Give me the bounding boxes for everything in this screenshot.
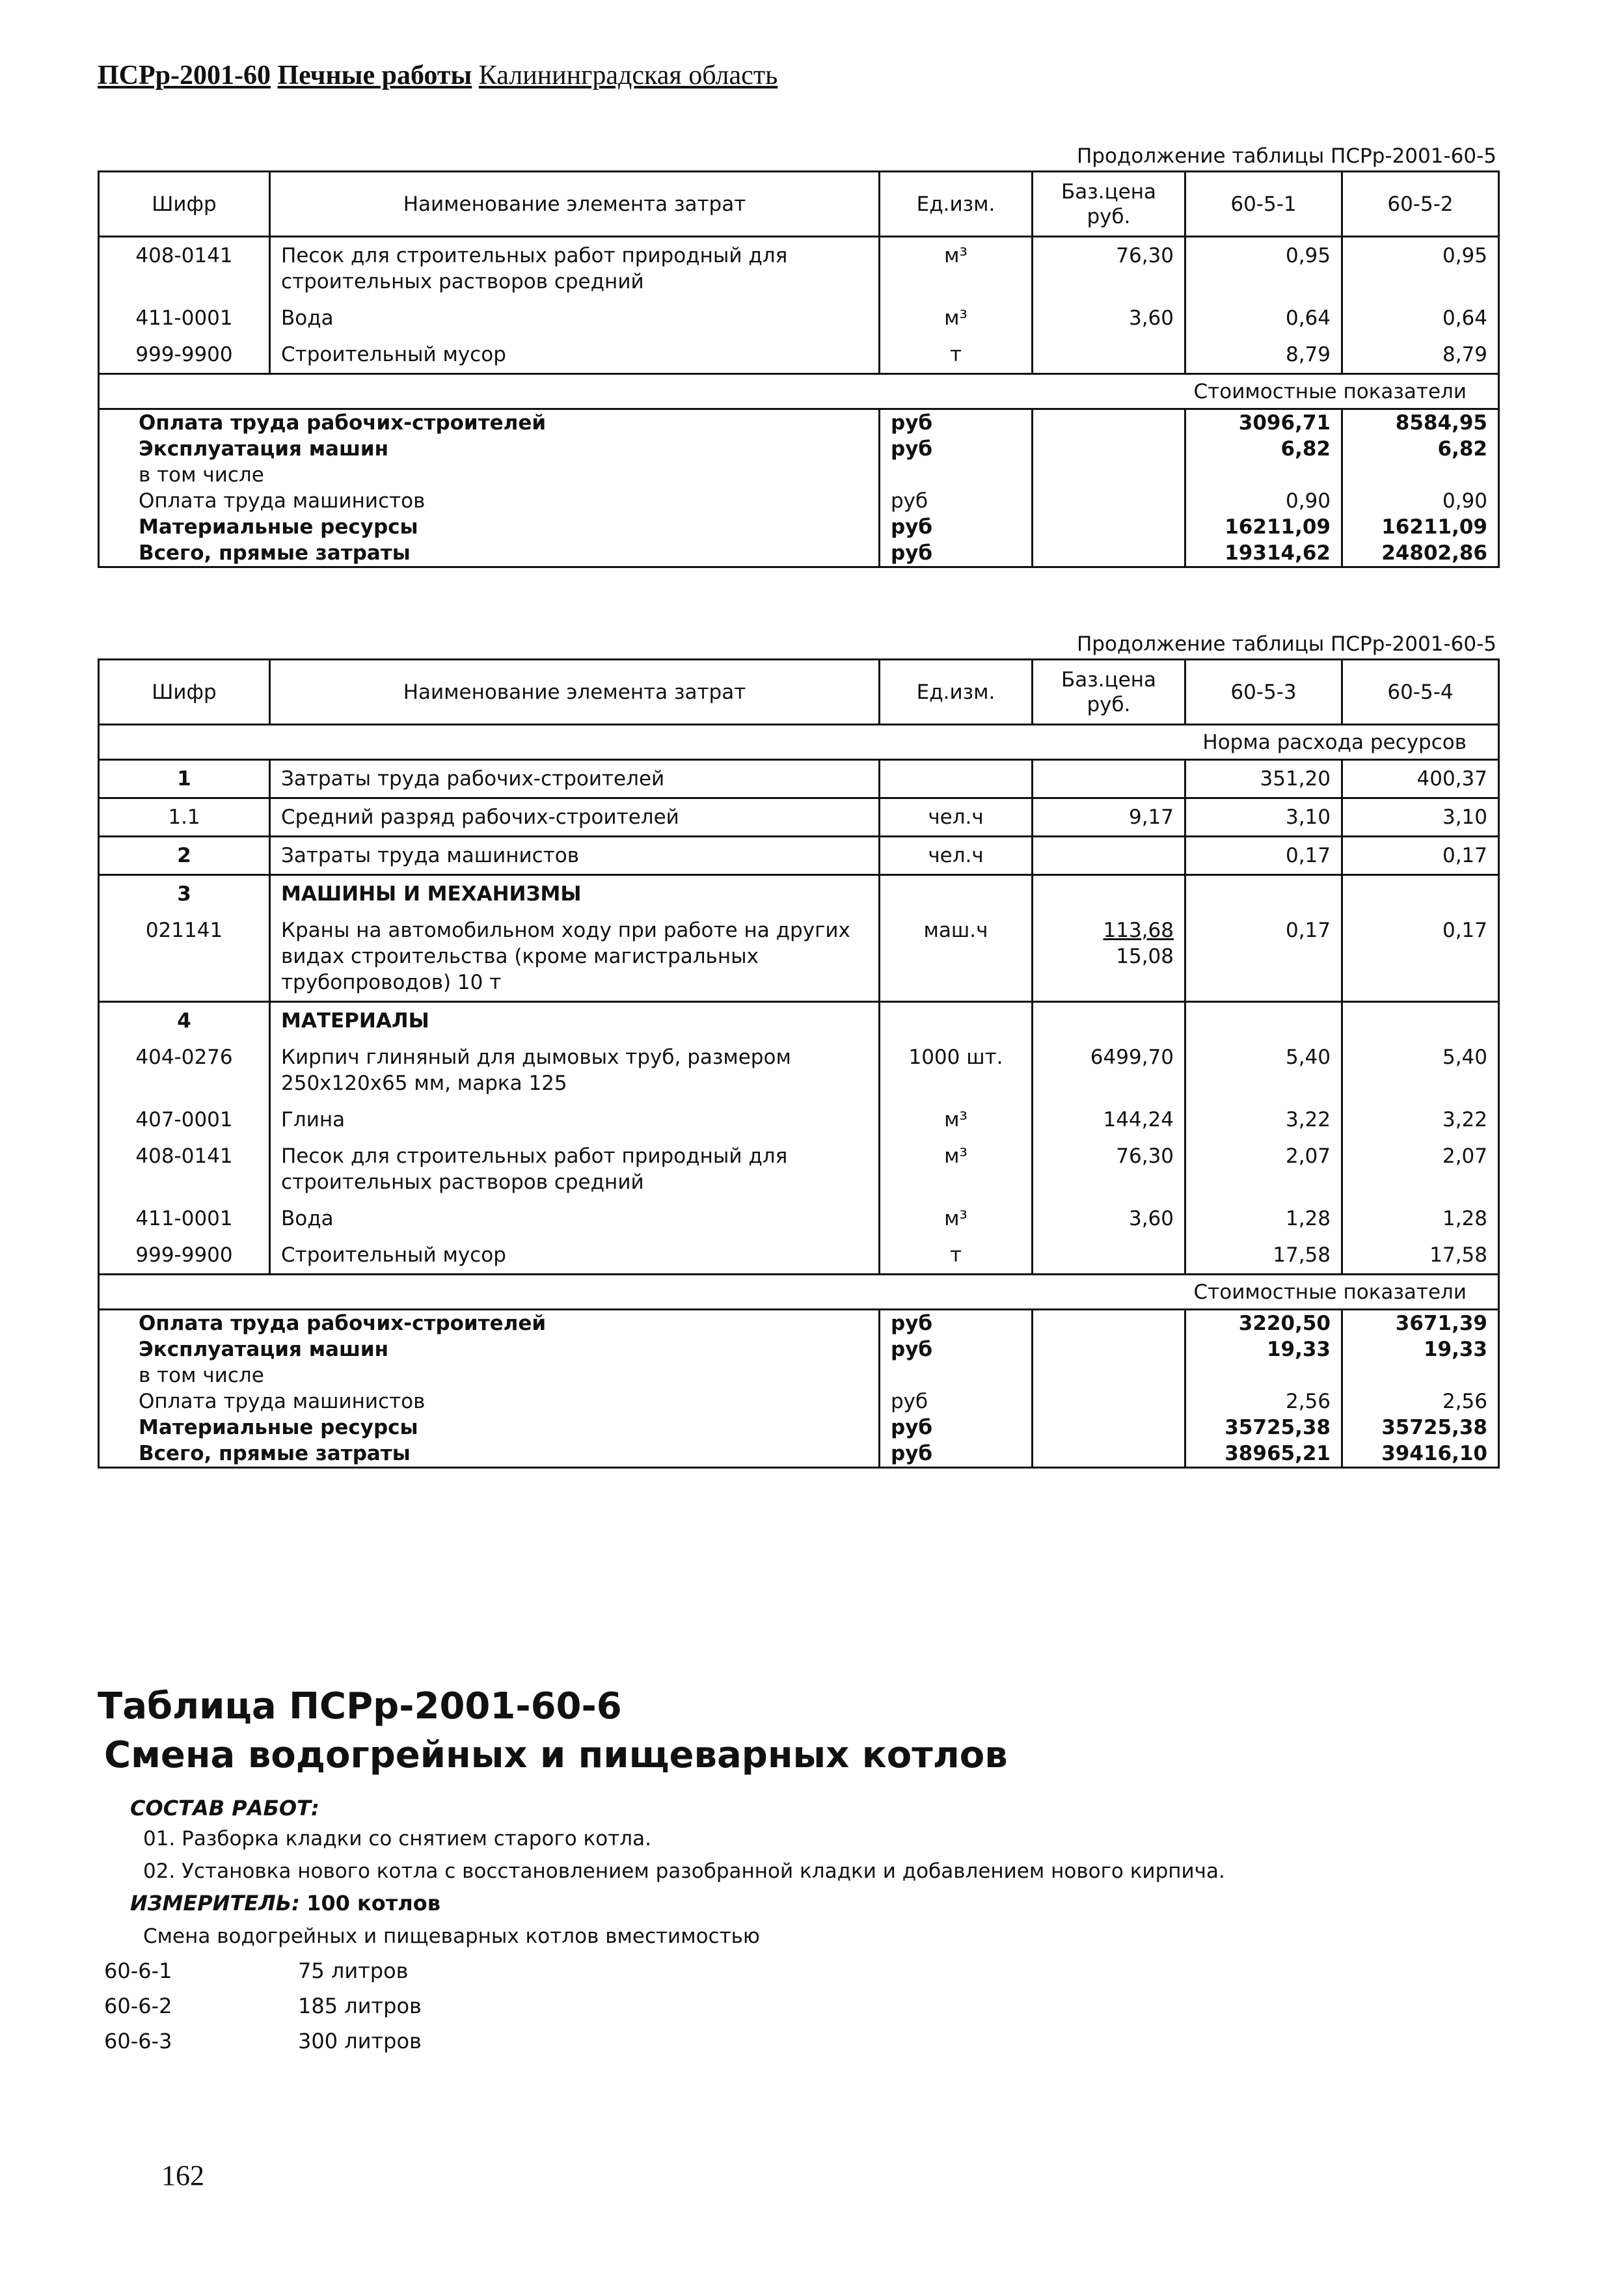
cell-code: 404-0276 — [99, 1039, 270, 1102]
cost-value-2: 24802,86 — [1342, 540, 1499, 567]
cell-value-2 — [1342, 1002, 1499, 1040]
cell-name: Вода — [270, 300, 880, 336]
cell-value-2: 0,17 — [1342, 912, 1499, 1002]
table-row — [99, 1200, 1499, 1237]
cost-label: Оплата труда рабочих-строителей — [99, 1310, 880, 1337]
cell-unit: т — [880, 1237, 1033, 1275]
cost-unit: руб — [880, 1388, 1033, 1415]
cost-value-1: 19,33 — [1185, 1336, 1342, 1362]
cost-value-1: 6,82 — [1185, 436, 1342, 462]
table2-continuation-note: Продолжение таблицы ПСРр-2001-60-5 — [1076, 632, 1496, 656]
cost-empty — [1033, 1388, 1185, 1415]
column-header: Ед.изм. — [880, 172, 1033, 237]
column-header: Наименование элемента затрат — [270, 660, 880, 725]
table-row — [99, 1237, 1499, 1275]
column-header: Шифр — [99, 172, 270, 237]
item-desc: 75 литров — [298, 1958, 409, 1983]
cost-value-2: 8584,95 — [1342, 409, 1499, 437]
header-region: Калининградская область — [478, 61, 778, 90]
column-header: 60-5-3 — [1185, 660, 1342, 725]
cell-value-1: 8,79 — [1185, 336, 1342, 374]
cost-label: в том числе — [99, 1362, 880, 1388]
cell-value-2: 2,07 — [1342, 1138, 1499, 1200]
item-code: 60-6-3 — [104, 2029, 172, 2053]
cost-unit: руб — [880, 488, 1033, 514]
cell-value-2: 400,37 — [1342, 760, 1499, 798]
cell-name: Глина — [270, 1102, 880, 1138]
cell-value-1: 5,40 — [1185, 1039, 1342, 1102]
table-row — [99, 336, 1499, 374]
cell-unit: чел.ч — [880, 798, 1033, 837]
cell-value-2: 0,95 — [1342, 237, 1499, 301]
column-header: Наименование элемента затрат — [270, 172, 880, 237]
cell-name: МАТЕРИАЛЫ — [270, 1002, 880, 1040]
cost-row — [99, 409, 1499, 437]
cost-value-2 — [1342, 462, 1499, 488]
column-header: Шифр — [99, 660, 270, 725]
norm-header: Норма расхода ресурсов — [99, 725, 1499, 760]
cost-unit: руб — [880, 1415, 1033, 1441]
cell-value-1: 17,58 — [1185, 1237, 1342, 1275]
cell-unit: м³ — [880, 1200, 1033, 1237]
cost-value-2: 19,33 — [1342, 1336, 1499, 1362]
cell-price — [1033, 1002, 1185, 1040]
item-code: 60-6-2 — [104, 1994, 172, 2018]
cost-value-1: 2,56 — [1185, 1388, 1342, 1415]
cost-label: Всего, прямые затраты — [99, 1441, 880, 1468]
cell-unit: т — [880, 336, 1033, 374]
cost-empty — [1033, 514, 1185, 540]
cell-price — [1033, 760, 1185, 798]
table-row — [99, 1138, 1499, 1200]
cost-value-1: 3096,71 — [1185, 409, 1342, 437]
cost-row — [99, 540, 1499, 567]
cell-name: МАШИНЫ И МЕХАНИЗМЫ — [270, 875, 880, 913]
cell-code: 407-0001 — [99, 1102, 270, 1138]
cost-label: Эксплуатация машин — [99, 1336, 880, 1362]
column-header: Баз.цена руб. — [1033, 660, 1185, 725]
cell-unit: м³ — [880, 237, 1033, 301]
cell-value-2: 8,79 — [1342, 336, 1499, 374]
cost-row — [99, 1415, 1499, 1441]
cell-code: 411-0001 — [99, 300, 270, 336]
cost-empty — [1033, 462, 1185, 488]
cell-unit: м³ — [880, 1102, 1033, 1138]
cell-unit: м³ — [880, 1138, 1033, 1200]
cost-unit — [880, 1362, 1033, 1388]
page-header — [98, 60, 778, 91]
cost-value-2: 35725,38 — [1342, 1415, 1499, 1441]
cost-header-row — [99, 374, 1499, 409]
cell-value-2: 0,64 — [1342, 300, 1499, 336]
cost-value-2: 0,90 — [1342, 488, 1499, 514]
cost-empty — [1033, 1362, 1185, 1388]
cost-empty — [1033, 1441, 1185, 1468]
cell-price: 3,60 — [1033, 300, 1185, 336]
cell-code: 4 — [99, 1002, 270, 1040]
cell-code: 021141 — [99, 912, 270, 1002]
cost-value-1: 0,90 — [1185, 488, 1342, 514]
cell-name: Вода — [270, 1200, 880, 1237]
price-value: 113,68 — [1103, 919, 1174, 942]
cell-code: 408-0141 — [99, 237, 270, 301]
item-desc: 185 литров — [298, 1994, 422, 2018]
cell-name: Строительный мусор — [270, 1237, 880, 1275]
cost-value-2: 2,56 — [1342, 1388, 1499, 1415]
price-value-secondary: 15,08 — [1116, 945, 1174, 968]
cell-price — [1033, 912, 1185, 1002]
cell-value-1: 351,20 — [1185, 760, 1342, 798]
cell-name: Песок для строительных работ природный для строительных растворов средний — [270, 237, 880, 301]
resource-table-2 — [98, 658, 1500, 1469]
cost-label: Оплата труда машинистов — [99, 488, 880, 514]
cell-name: Краны на автомобильном ходу при работе на других видах строительства (кроме магистральных трубопроводов) 10 т — [270, 912, 880, 1002]
cost-empty — [1033, 1336, 1185, 1362]
cell-value-2: 3,22 — [1342, 1102, 1499, 1138]
cost-row — [99, 1336, 1499, 1362]
resource-table-1 — [98, 170, 1500, 568]
cell-value-1 — [1185, 875, 1342, 913]
cell-value-1: 3,10 — [1185, 798, 1342, 837]
cost-header: Стоимостные показатели — [99, 1275, 1499, 1310]
table-row — [99, 1002, 1499, 1040]
cell-code: 3 — [99, 875, 270, 913]
meter-label: ИЗМЕРИТЕЛЬ: — [130, 1891, 300, 1916]
cost-label: Эксплуатация машин — [99, 436, 880, 462]
cost-row — [99, 1388, 1499, 1415]
cost-value-1: 3220,50 — [1185, 1310, 1342, 1337]
cost-value-2: 39416,10 — [1342, 1441, 1499, 1468]
cost-empty — [1033, 409, 1185, 437]
cell-price — [1033, 875, 1185, 913]
cell-value-1: 0,17 — [1185, 837, 1342, 875]
cell-name: Кирпич глиняный для дымовых труб, размером 250х120х65 мм, марка 125 — [270, 1039, 880, 1102]
page-number: 162 — [161, 2160, 204, 2191]
cell-value-2: 17,58 — [1342, 1237, 1499, 1275]
cell-price — [1033, 336, 1185, 374]
table-row — [99, 760, 1499, 798]
composition-label: СОСТАВ РАБОТ: — [130, 1796, 319, 1821]
table-row — [99, 875, 1499, 913]
cell-price — [1033, 1237, 1185, 1275]
cell-name: Строительный мусор — [270, 336, 880, 374]
cost-row — [99, 1441, 1499, 1468]
item-desc: 300 литров — [298, 2029, 422, 2053]
cost-value-1: 35725,38 — [1185, 1415, 1342, 1441]
cell-code: 999-9900 — [99, 1237, 270, 1275]
table-row — [99, 798, 1499, 837]
cost-row — [99, 1310, 1499, 1337]
cost-header-row — [99, 1275, 1499, 1310]
cell-value-2: 5,40 — [1342, 1039, 1499, 1102]
cost-unit: руб — [880, 540, 1033, 567]
cell-code: 1 — [99, 760, 270, 798]
cell-code: 411-0001 — [99, 1200, 270, 1237]
cell-unit: чел.ч — [880, 837, 1033, 875]
cell-value-2 — [1342, 875, 1499, 913]
cost-value-2: 3671,39 — [1342, 1310, 1499, 1337]
cost-unit — [880, 462, 1033, 488]
table-header-row — [99, 172, 1499, 237]
meter-line — [130, 1891, 440, 1916]
cost-label: Всего, прямые затраты — [99, 540, 880, 567]
cost-label: Материальные ресурсы — [99, 1415, 880, 1441]
cell-price: 9,17 — [1033, 798, 1185, 837]
norm-header-row — [99, 725, 1499, 760]
table-row — [99, 1102, 1499, 1138]
column-header: Баз.цена руб. — [1033, 172, 1185, 237]
cost-value-1: 16211,09 — [1185, 514, 1342, 540]
cell-code: 999-9900 — [99, 336, 270, 374]
cell-value-1: 2,07 — [1185, 1138, 1342, 1200]
cost-row — [99, 462, 1499, 488]
table-row — [99, 237, 1499, 301]
table-row — [99, 300, 1499, 336]
cell-name: Средний разряд рабочих-строителей — [270, 798, 880, 837]
table-header-row — [99, 660, 1499, 725]
cell-name: Затраты труда рабочих-строителей — [270, 760, 880, 798]
cost-empty — [1033, 436, 1185, 462]
meter-value: 100 котлов — [306, 1891, 440, 1916]
cell-value-1: 0,95 — [1185, 237, 1342, 301]
cell-unit — [880, 875, 1033, 913]
cell-name: Затраты труда машинистов — [270, 837, 880, 875]
cost-value-2: 16211,09 — [1342, 514, 1499, 540]
table1-continuation-note: Продолжение таблицы ПСРр-2001-60-5 — [1076, 144, 1496, 168]
cost-row — [99, 514, 1499, 540]
cost-unit: руб — [880, 1336, 1033, 1362]
cell-unit: 1000 шт. — [880, 1039, 1033, 1102]
cell-code: 408-0141 — [99, 1138, 270, 1200]
cost-unit: руб — [880, 409, 1033, 437]
cell-value-2: 0,17 — [1342, 837, 1499, 875]
cost-value-2: 6,82 — [1342, 436, 1499, 462]
work-item-1: 01. Разборка кладки со снятием старого котла. — [143, 1827, 651, 1850]
table-row — [99, 912, 1499, 1002]
column-header: Ед.изм. — [880, 660, 1033, 725]
cost-header: Стоимостные показатели — [99, 374, 1499, 409]
cell-price — [1033, 837, 1185, 875]
cell-value-1: 1,28 — [1185, 1200, 1342, 1237]
cell-value-1: 0,64 — [1185, 300, 1342, 336]
header-section: Печные работы — [277, 61, 472, 90]
cost-label: Оплата труда рабочих-строителей — [99, 409, 880, 437]
column-header: 60-5-4 — [1342, 660, 1499, 725]
cost-value-1 — [1185, 462, 1342, 488]
cell-price: 6499,70 — [1033, 1039, 1185, 1102]
cell-price: 144,24 — [1033, 1102, 1185, 1138]
cost-value-1: 19314,62 — [1185, 540, 1342, 567]
header-code: ПСРр-2001-60 — [98, 61, 271, 90]
cost-row — [99, 1362, 1499, 1388]
table-row — [99, 1039, 1499, 1102]
table-title: Таблица ПСРр-2001-60-6 — [98, 1685, 622, 1727]
cost-label: Материальные ресурсы — [99, 514, 880, 540]
cell-value-2: 3,10 — [1342, 798, 1499, 837]
table-subtitle: Смена водогрейных и пищеварных котлов — [104, 1734, 1008, 1776]
work-item-2: 02. Установка нового котла с восстановлением разобранной кладки и добавлением нового кирпича. — [143, 1860, 1225, 1883]
cost-label: Оплата труда машинистов — [99, 1388, 880, 1415]
cost-empty — [1033, 1310, 1185, 1337]
cost-value-2 — [1342, 1362, 1499, 1388]
cell-code: 2 — [99, 837, 270, 875]
cost-empty — [1033, 540, 1185, 567]
cost-label: в том числе — [99, 462, 880, 488]
cost-empty — [1033, 488, 1185, 514]
item-code: 60-6-1 — [104, 1958, 172, 1983]
cost-unit: руб — [880, 1441, 1033, 1468]
column-header: 60-5-2 — [1342, 172, 1499, 237]
cost-value-1: 38965,21 — [1185, 1441, 1342, 1468]
cell-price: 76,30 — [1033, 237, 1185, 301]
column-header: 60-5-1 — [1185, 172, 1342, 237]
cell-price: 76,30 — [1033, 1138, 1185, 1200]
cell-value-2: 1,28 — [1342, 1200, 1499, 1237]
cost-empty — [1033, 1415, 1185, 1441]
cell-name: Песок для строительных работ природный для строительных растворов средний — [270, 1138, 880, 1200]
cell-unit: маш.ч — [880, 912, 1033, 1002]
table-row — [99, 837, 1499, 875]
cell-value-1: 3,22 — [1185, 1102, 1342, 1138]
cost-unit: руб — [880, 514, 1033, 540]
cell-unit — [880, 1002, 1033, 1040]
cost-unit: руб — [880, 1310, 1033, 1337]
cell-code: 1.1 — [99, 798, 270, 837]
cost-row — [99, 488, 1499, 514]
cell-value-1 — [1185, 1002, 1342, 1040]
cost-unit: руб — [880, 436, 1033, 462]
cost-value-1 — [1185, 1362, 1342, 1388]
cell-value-1: 0,17 — [1185, 912, 1342, 1002]
cell-unit — [880, 760, 1033, 798]
items-title: Смена водогрейных и пищеварных котлов вместимостью — [143, 1925, 761, 1948]
cell-price: 3,60 — [1033, 1200, 1185, 1237]
cost-row — [99, 436, 1499, 462]
cell-unit: м³ — [880, 300, 1033, 336]
